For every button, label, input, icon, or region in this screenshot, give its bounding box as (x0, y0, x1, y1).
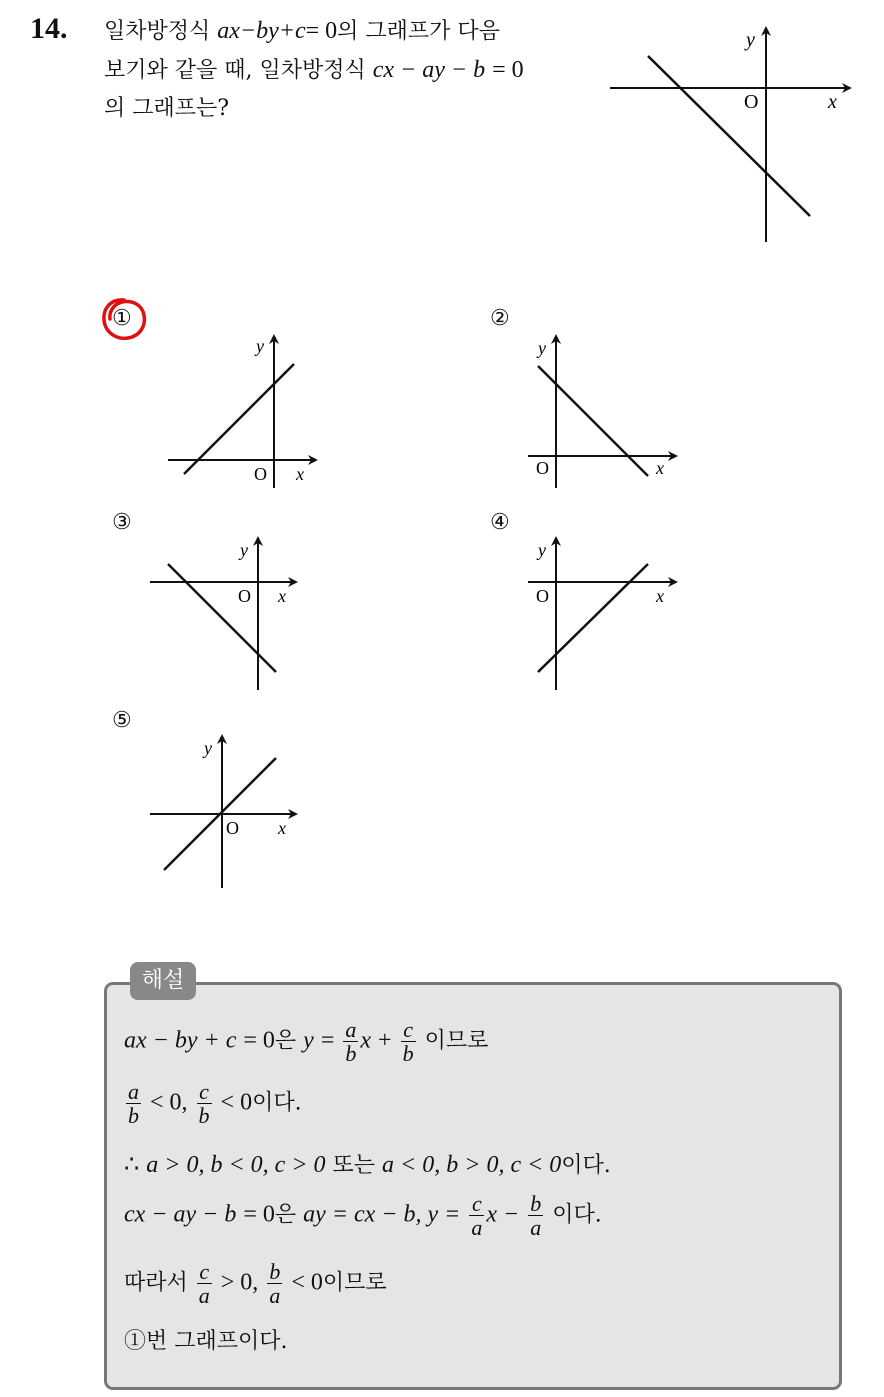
y-axis-label: y (240, 540, 248, 560)
sol-text-ttaraseo: 따라서 (124, 1270, 188, 1296)
option-3-graph (146, 534, 306, 694)
sol-case-1: a > 0, b < 0, c > 0 (146, 1152, 326, 1178)
sol-x-minus: x − (486, 1201, 520, 1228)
question-line1-a: 일차방정식 (104, 19, 211, 44)
sol-text-eun: 은 (274, 1028, 297, 1054)
question-equation-1: ax−by+c (217, 18, 306, 44)
question-number: 14. (30, 12, 68, 45)
sol-conclusion: 번 그래프이다. (146, 1329, 288, 1354)
option-3-label: ③ (112, 510, 132, 535)
x-axis-label: x (656, 586, 664, 606)
question-line3: 의 그래프는? (104, 96, 230, 121)
sol-text-or: 또는 (332, 1153, 376, 1178)
solution-line-1 (124, 1018, 488, 1065)
option-5-label: ⑤ (112, 708, 132, 733)
y-axis-label: y (256, 336, 264, 356)
sol-text-ida: 이다. (561, 1153, 611, 1178)
x-axis-label: x (278, 818, 286, 838)
solution-line-4 (124, 1192, 602, 1239)
sol-case-2: a < 0, b > 0, c < 0 (382, 1152, 562, 1178)
option-1-label: ① (112, 306, 132, 331)
reference-graph (600, 20, 860, 250)
sol-text-imeuro: 이므로 (424, 1028, 489, 1054)
sol-eq-2-rhs: = 0 (243, 1201, 275, 1228)
graph-line (648, 56, 810, 216)
fraction-b-over-a: $\frac{b}{a}$ (269, 1259, 281, 1309)
therefore-symbol: ∴ (124, 1152, 140, 1178)
origin-label: O (238, 586, 251, 606)
option-2-graph (526, 332, 686, 492)
sol-eq-1: ax − by + c (124, 1027, 237, 1054)
option-4-graph (526, 534, 686, 694)
origin-label: O (536, 458, 549, 478)
option-5-graph (146, 732, 306, 892)
fraction-a-over-b: $\frac{a}{b}$ (345, 1017, 357, 1067)
sol-lt-zero-2: < 0 (220, 1089, 253, 1116)
x-axis-label: x (656, 458, 664, 478)
option-1[interactable] (100, 296, 340, 496)
fraction-c-over-a: $\frac{c}{a}$ (471, 1191, 483, 1241)
fraction-c-over-a: $\frac{c}{a}$ (198, 1259, 210, 1309)
question-line2-a: 보기와 같을 때, 일차방정식 (104, 58, 366, 83)
solution-tab: 해설 (130, 962, 196, 1000)
graph-line (538, 366, 648, 476)
sol-eq-1-rhs: = 0 (243, 1027, 275, 1054)
fraction-c-over-b: $\frac{c}{b}$ (198, 1079, 210, 1129)
sol-y: y (303, 1027, 314, 1054)
sol-lt-zero: < 0, (150, 1089, 188, 1116)
question-equation-2-rhs: = 0 (492, 57, 524, 83)
x-axis-label: x (278, 586, 286, 606)
sol-equals: = (320, 1027, 335, 1054)
origin-label: O (536, 586, 549, 606)
fraction-a-over-b: $\frac{a}{b}$ (128, 1079, 139, 1129)
option-2[interactable] (480, 300, 700, 496)
origin-label: O (226, 818, 239, 838)
sol-x: x (360, 1027, 372, 1054)
y-axis-label: y (204, 738, 212, 758)
x-axis-label: x (296, 464, 304, 484)
fraction-b-over-a: $\frac{b}{a}$ (530, 1191, 542, 1241)
answer-number: ① (124, 1329, 147, 1354)
question-line1-b: 의 그래프가 다음 (337, 19, 500, 44)
sol-text-eun: 은 (274, 1202, 297, 1228)
solution-line-6 (124, 1324, 288, 1355)
sol-text-ida: 이다. (552, 1202, 602, 1228)
graph-line (168, 564, 276, 672)
x-axis-label: x (828, 91, 837, 113)
solution-line-2 (124, 1080, 302, 1127)
origin-label: O (254, 464, 267, 484)
sol-text-imeuro: 이므로 (322, 1270, 387, 1296)
option-4[interactable] (480, 502, 700, 698)
option-2-label: ② (490, 306, 510, 331)
y-axis-label: y (746, 29, 755, 51)
option-1-graph (166, 332, 326, 492)
origin-label: O (744, 91, 759, 113)
solution-line-3 (124, 1148, 611, 1179)
y-axis-label: y (538, 540, 546, 560)
option-5[interactable] (100, 700, 340, 896)
option-3[interactable] (100, 502, 340, 698)
sol-eq-3: ay = cx − b, y = (303, 1201, 461, 1228)
sol-gt-zero: > 0, (220, 1269, 259, 1296)
graph-line (184, 364, 294, 474)
sol-text-ida: 이다. (252, 1090, 302, 1116)
question-text (104, 12, 594, 128)
question-equation-2: cx − ay − b (372, 57, 486, 83)
option-4-label: ④ (490, 510, 510, 535)
solution-line-5 (124, 1260, 387, 1307)
sol-plus: + (378, 1027, 392, 1054)
sol-eq-2: cx − ay − b (124, 1201, 237, 1228)
sol-lt-zero: < 0 (291, 1269, 323, 1296)
question-equation-1-rhs: = 0 (305, 18, 338, 44)
fraction-c-over-b: $\frac{c}{b}$ (402, 1017, 414, 1067)
graph-line (538, 564, 648, 672)
y-axis-label: y (538, 338, 546, 358)
